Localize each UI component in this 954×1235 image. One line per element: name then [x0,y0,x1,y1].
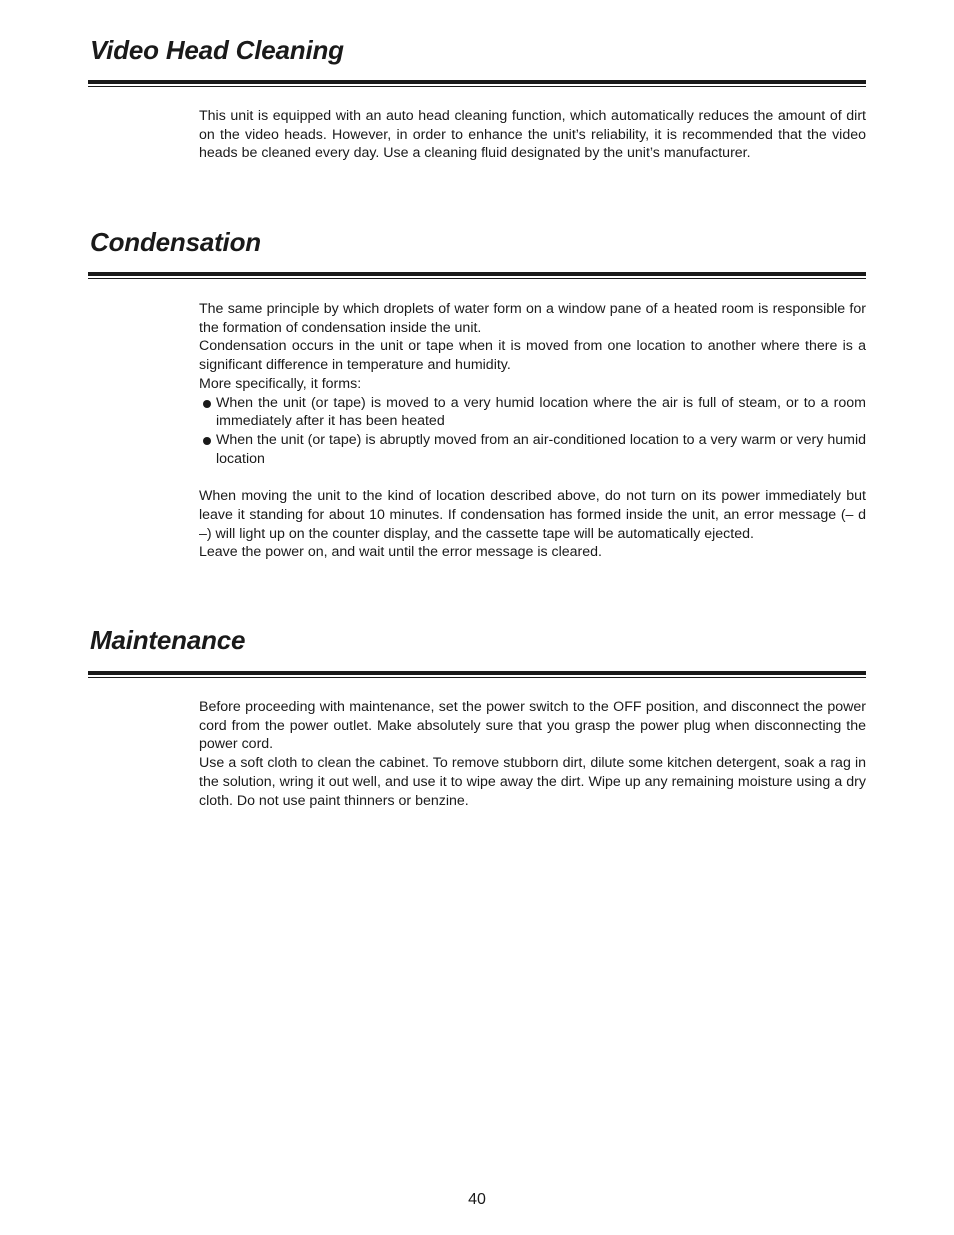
section-title-maintenance: Maintenance [90,625,246,655]
page-number: 40 [468,1191,486,1208]
body-paragraph: Condensation occurs in the unit or tape when it is moved from one location to another where there is a significant difference in temperature and humidity. [199,338,866,374]
bullet-icon [203,437,211,445]
body-paragraph: This unit is equipped with an auto head cleaning function, which automatically reduces the amount of dirt on the video heads. However, in order to enhance the unit’s reliability, it is recommended that the video heads be cleaned every day. Use a cleaning fluid designated by the unit’s manufacturer. [199,108,866,162]
maintenance-body [199,698,866,810]
video-head-cleaning-body [199,107,866,163]
list-item [199,431,866,468]
body-paragraph: When moving the unit to the kind of location described above, do not turn on its power immediately but leave it standing for about 10 minutes. If condensation has formed inside the unit, an error message (– d –) will light up on the counter display, and the cassette tape will be automatically ejected. [199,488,866,542]
list-item-text: When the unit (or tape) is moved to a very humid location where the air is full of steam, or to a room immediately after it has been heated [216,394,866,430]
section-title-condensation: Condensation [90,227,261,257]
section-divider [88,80,866,87]
body-paragraph: More specifically, it forms: [199,375,362,392]
list-item-text: When the unit (or tape) is abruptly moved from an air-conditioned location to a very warm or very humid location [216,431,866,467]
section-divider [88,272,866,279]
body-paragraph: Before proceeding with maintenance, set the power switch to the OFF position, and disconnect the power cord from the power outlet. Make absolutely sure that you grasp the power plug when disconnecting the power cord. [199,699,866,753]
body-paragraph: Leave the power on, and wait until the error message is cleared. [199,544,602,561]
condensation-body [199,300,866,562]
section-title-video-head-cleaning: Video Head Cleaning [90,35,344,65]
section-divider [88,671,866,678]
condensation-bullet-list [199,394,866,469]
body-paragraph: The same principle by which droplets of water form on a window pane of a heated room is responsible for the formation of condensation inside the unit. [199,301,866,336]
body-paragraph: Use a soft cloth to clean the cabinet. To remove stubborn dirt, dilute some kitchen detergent, soak a rag in the solution, wring it out well, and use it to wipe away the dirt. Wipe up any remaining moisture using a dry cloth. Do not use paint thinners or benzine. [199,755,866,809]
list-item [199,394,866,431]
bullet-icon [203,400,211,408]
